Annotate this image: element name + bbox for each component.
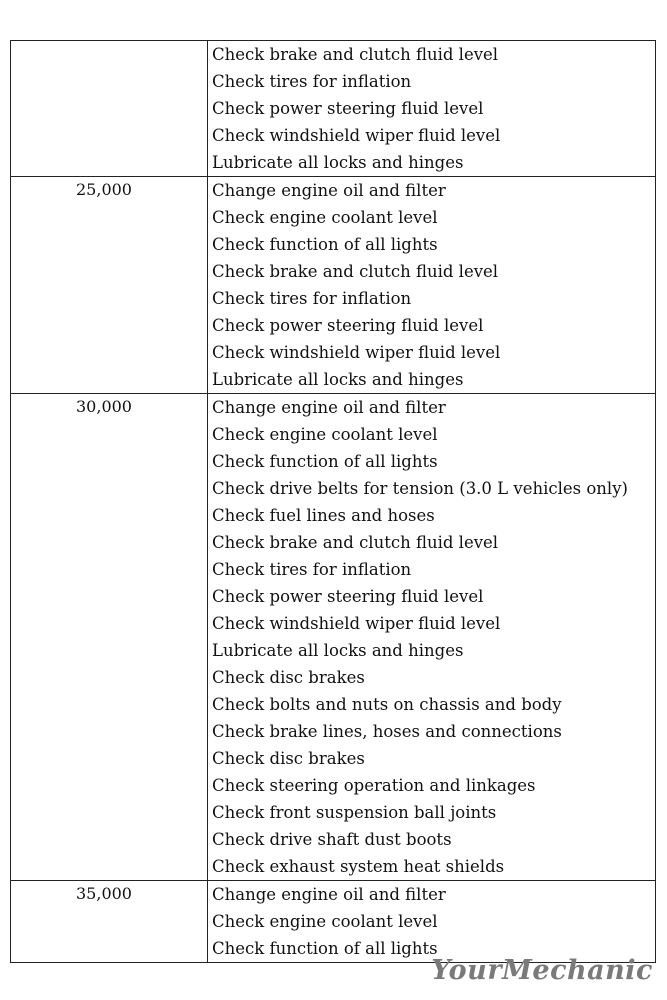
task-item: Change engine oil and filter [212, 181, 446, 200]
task-item: Check tires for inflation [212, 289, 412, 308]
task-item: Check tires for inflation [212, 560, 412, 579]
task-item: Check brake and clutch fluid level [212, 262, 499, 281]
task-item: Check steering operation and linkages [212, 776, 536, 795]
task-item: Check disc brakes [212, 668, 365, 687]
tasks-cell [208, 177, 656, 394]
task-item: Check power steering fluid level [212, 587, 484, 606]
mileage-value: 30,000 [76, 397, 132, 416]
task-item: Check fuel lines and hoses [212, 506, 435, 525]
schedule-row [11, 881, 656, 963]
task-item: Check tires for inflation [212, 72, 412, 91]
mileage-value: 25,000 [76, 180, 132, 199]
task-item: Change engine oil and filter [212, 398, 446, 417]
task-item: Check brake and clutch fluid level [212, 45, 499, 64]
task-item: Change engine oil and filter [212, 885, 446, 904]
task-item: Check windshield wiper fluid level [212, 614, 501, 633]
task-item: Check exhaust system heat shields [212, 857, 505, 876]
task-item: Check power steering fluid level [212, 99, 484, 118]
mileage-cell [11, 881, 208, 963]
schedule-row [11, 177, 656, 394]
task-item: Lubricate all locks and hinges [212, 370, 464, 389]
mileage-cell [11, 41, 208, 177]
maintenance-schedule-table [10, 40, 656, 963]
mileage-value: 35,000 [76, 884, 132, 903]
yourmechanic-logo: YourMechanic [431, 955, 653, 986]
task-item: Check drive belts for tension (3.0 L vehicles only) [212, 479, 628, 498]
schedule-row [11, 394, 656, 881]
schedule-body [11, 41, 656, 963]
task-item: Check front suspension ball joints [212, 803, 497, 822]
task-item: Check engine coolant level [212, 425, 438, 444]
task-item: Check power steering fluid level [212, 316, 484, 335]
tasks-cell [208, 41, 656, 177]
mileage-cell [11, 177, 208, 394]
task-item: Check function of all lights [212, 452, 438, 471]
task-item: Lubricate all locks and hinges [212, 153, 464, 172]
task-item: Check function of all lights [212, 235, 438, 254]
task-item: Check drive shaft dust boots [212, 830, 452, 849]
task-item: Check engine coolant level [212, 912, 438, 931]
tasks-cell [208, 881, 656, 963]
task-item: Check windshield wiper fluid level [212, 126, 501, 145]
task-item: Check bolts and nuts on chassis and body [212, 695, 562, 714]
task-item: Check windshield wiper fluid level [212, 343, 501, 362]
task-item: Check brake and clutch fluid level [212, 533, 499, 552]
schedule-row [11, 41, 656, 177]
task-item: Check brake lines, hoses and connections [212, 722, 562, 741]
tasks-cell [208, 394, 656, 881]
mileage-cell [11, 394, 208, 881]
task-item: Check disc brakes [212, 749, 365, 768]
task-item: Lubricate all locks and hinges [212, 641, 464, 660]
task-item: Check function of all lights [212, 939, 438, 958]
task-item: Check engine coolant level [212, 208, 438, 227]
